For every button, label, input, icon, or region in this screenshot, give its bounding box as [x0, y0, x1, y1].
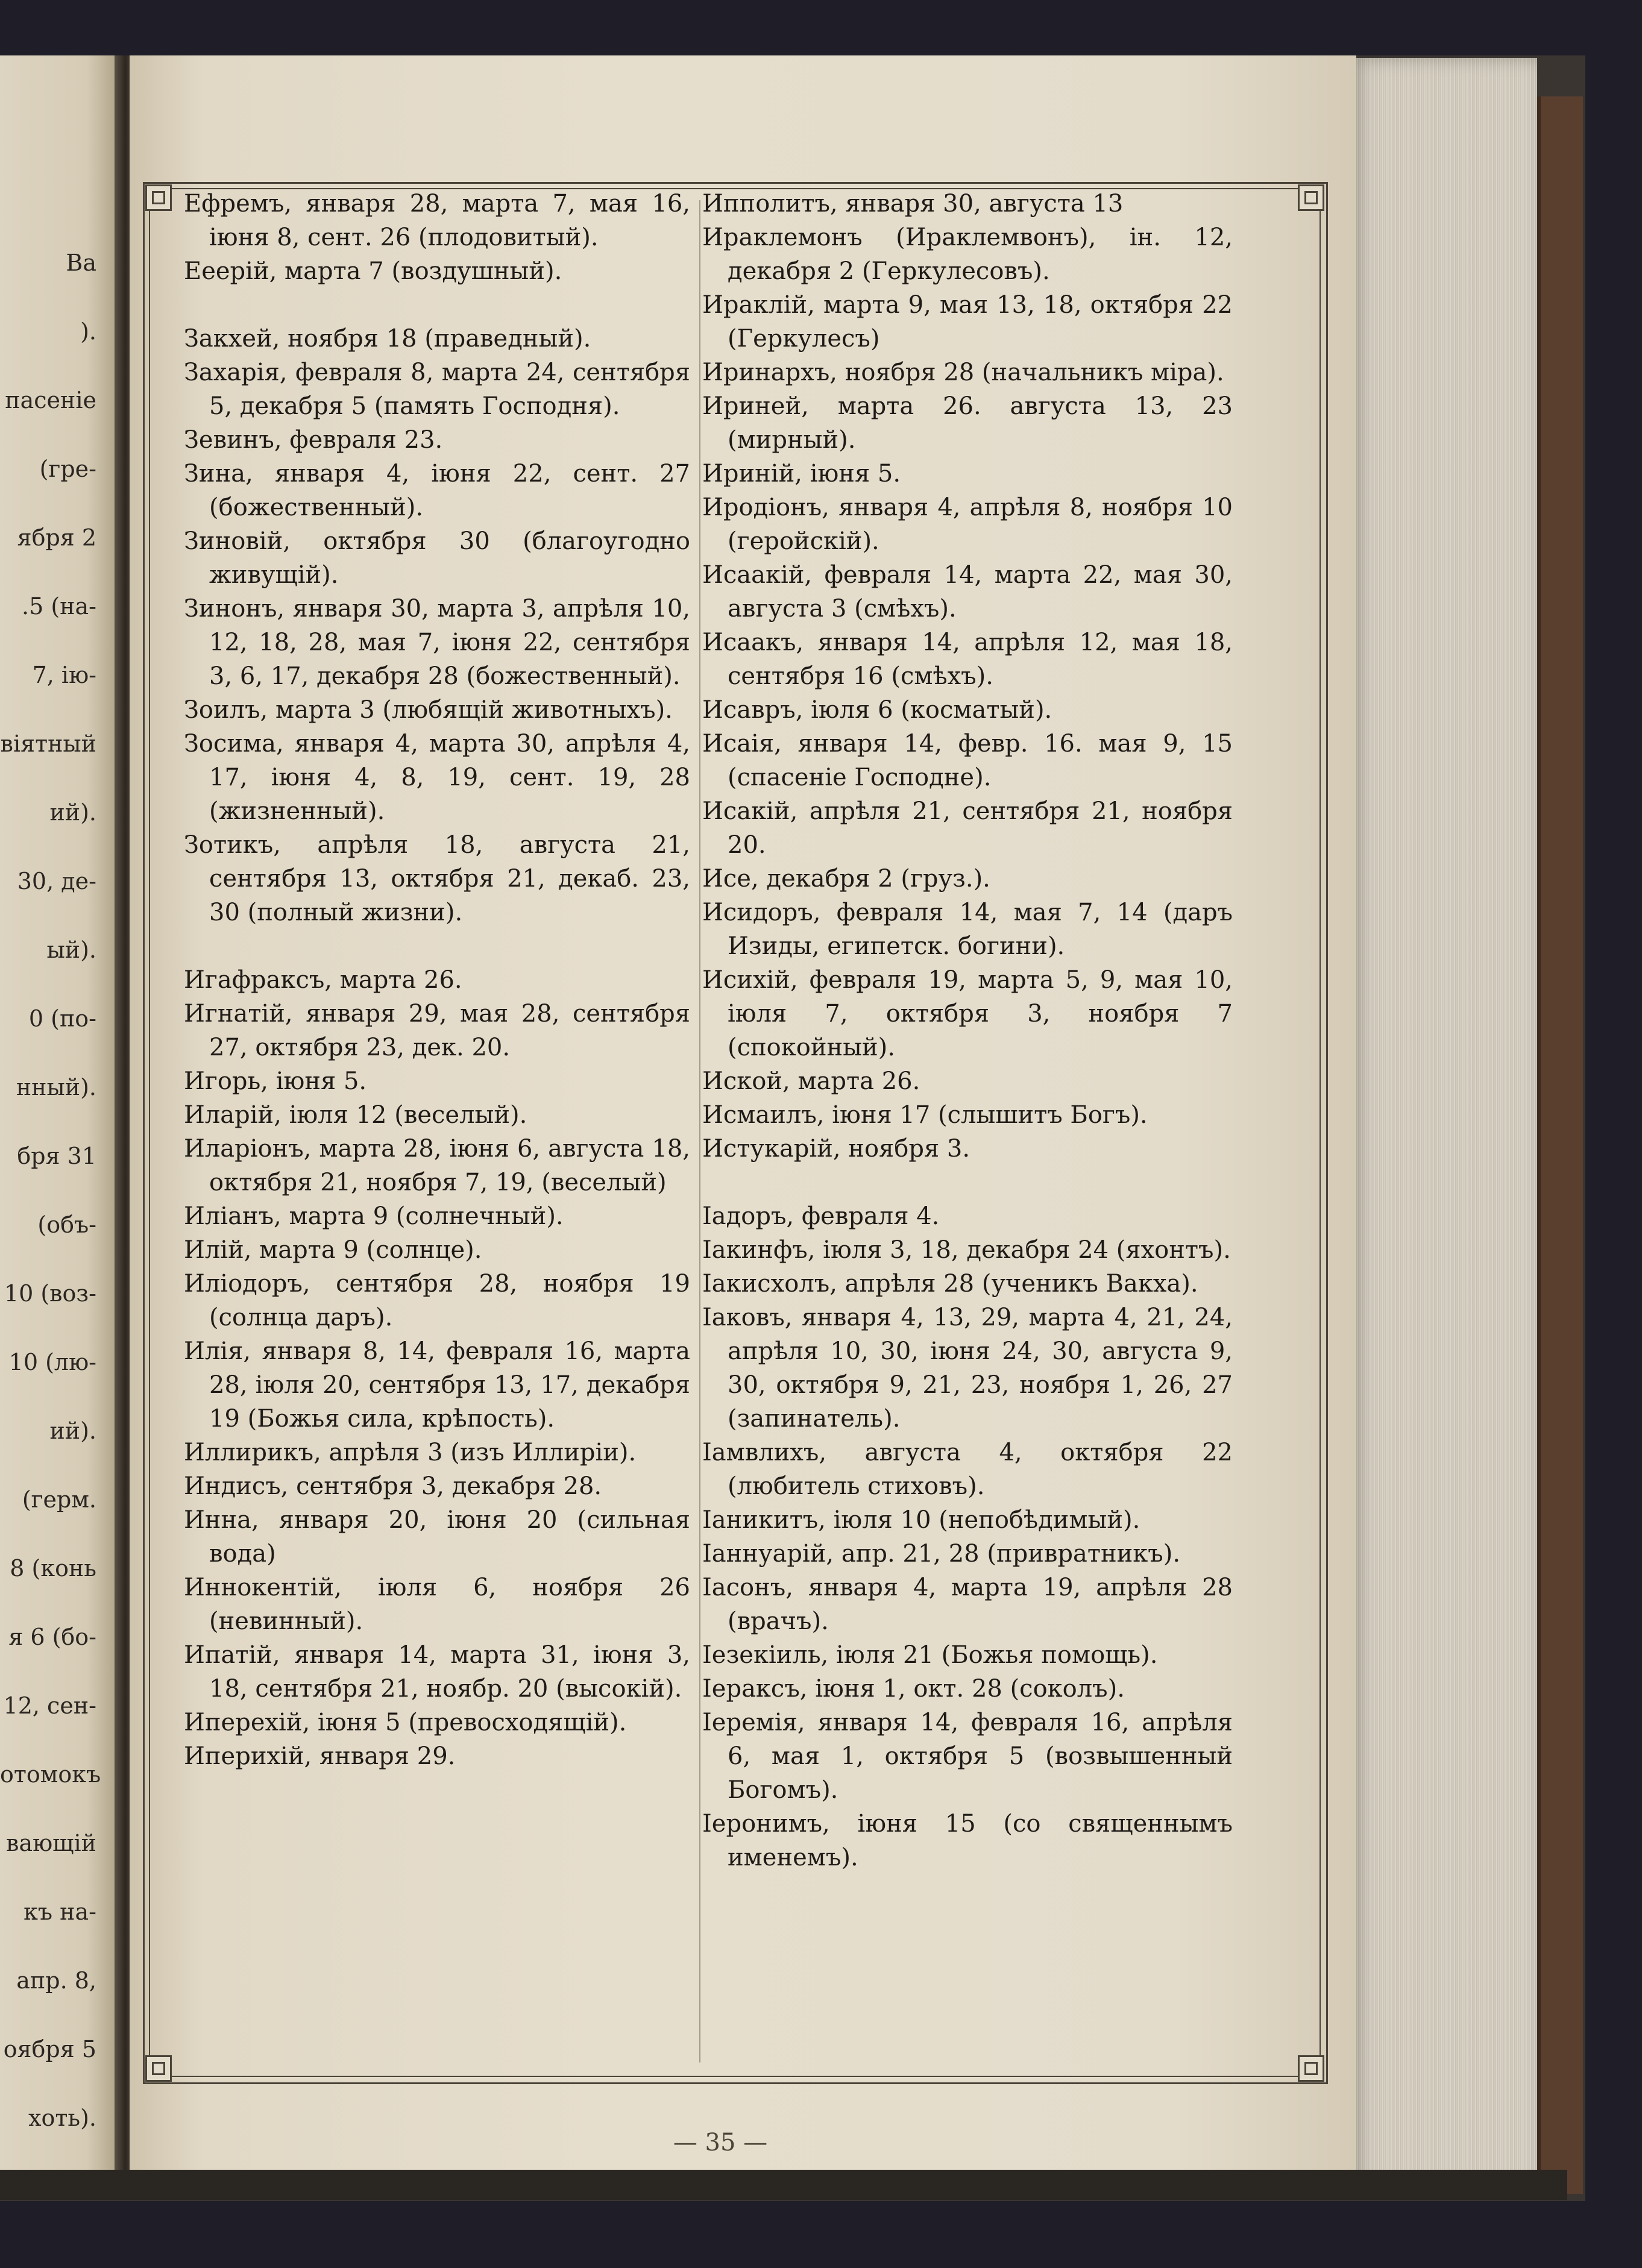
name-entry: Іамвлихъ, августа 4, октября 22 (любитель стиховъ). — [702, 1439, 1233, 1500]
name-entry: Іеронимъ, іюня 15 (со священнымъ именемъ). — [702, 1810, 1233, 1871]
left-page-fragment: нный). — [16, 1074, 96, 1101]
name-entry: Иліанъ, марта 9 (солнечный). — [184, 1202, 564, 1230]
name-entry: Игнатій, января 29, мая 28, сентября 27, октября 23, дек. 20. — [184, 1000, 690, 1061]
left-page-fragment: пасеніе — [5, 387, 96, 413]
left-page-fragment: ый). — [46, 937, 96, 963]
left-page-fragment: ий). — [49, 799, 96, 826]
name-entry: Зиновій, октября 30 (благоугодно живущій). — [184, 527, 690, 589]
name-entry: Иларій, іюля 12 (веселый). — [184, 1101, 527, 1129]
left-page-fragment: ий). — [49, 1418, 96, 1444]
name-entry: Зевинъ, февраля 23. — [184, 426, 443, 454]
name-entry: Ипполитъ, января 30, августа 13 — [702, 190, 1124, 218]
name-entry: Іаннуарій, апр. 21, 28 (привратникъ). — [702, 1540, 1181, 1568]
left-page-fragment: 10 (воз- — [4, 1280, 96, 1307]
left-page-fragment: 0 (по- — [28, 1005, 96, 1032]
name-entry: Иринархъ, ноября 28 (начальникъ міра). — [702, 359, 1224, 386]
name-entry: Илій, марта 9 (солнце). — [184, 1236, 482, 1264]
name-entry: Зосима, января 4, марта 30, апрѣля 4, 17, іюня 4, 8, 19, сент. 19, 28 (жизненный). — [184, 730, 690, 825]
left-page-fragment: ). — [80, 318, 96, 345]
name-entry: Зоилъ, марта 3 (любящій животныхъ). — [184, 696, 673, 724]
name-entry: Ипатій, января 14, марта 31, іюня 3, 18, сентября 21, ноябр. 20 (высокій). — [184, 1641, 690, 1703]
right-page — [130, 55, 1356, 2198]
name-entry: Иской, марта 26. — [702, 1067, 920, 1095]
name-entry: Ириней, марта 26. августа 13, 23 (мирный). — [702, 392, 1233, 454]
left-page-fragment: 7, ію- — [32, 662, 96, 688]
left-page-fragment: оября 5 — [3, 2036, 96, 2062]
frame-corner-ornament-top-left — [145, 184, 172, 211]
name-entry: Іеремія, января 14, февраля 16, апрѣля 6, мая 1, октября 5 (возвышенный Богомъ). — [702, 1709, 1233, 1804]
name-entry: Инна, января 20, іюня 20 (сильная вода) — [184, 1506, 690, 1568]
name-entry: Іезекіиль, іюля 21 (Божья помощь). — [702, 1641, 1158, 1669]
name-entry: Ееерій, марта 7 (воздушный). — [184, 257, 562, 285]
name-entry: Иродіонъ, января 4, апрѣля 8, ноября 10 (геройскій). — [702, 494, 1233, 555]
left-page-fragment: бря 31 — [17, 1143, 96, 1169]
left-page-fragment: отомокъ — [0, 1761, 101, 1788]
left-page-fragment: вающій — [6, 1830, 96, 1856]
name-entry: Иларіонъ, марта 28, іюня 6, августа 18, октября 21, ноября 7, 19, (веселый) — [184, 1135, 690, 1196]
left-page-fragment: (гре- — [39, 456, 96, 482]
page-edges — [1350, 58, 1537, 2191]
name-entry: Іаковъ, января 4, 13, 29, марта 4, 21, 24, апрѣля 10, 30, іюня 24, 30, августа 9, 30, октября 9, 21, 23, ноября 1, 26, 27 (запинатель). — [702, 1304, 1233, 1433]
name-entry: Исаакій, февраля 14, марта 22, мая 30, августа 3 (смѣхъ). — [702, 561, 1233, 623]
left-page-fragment: 8 (конь — [10, 1555, 96, 1582]
name-entry: Исаакъ, января 14, апрѣля 12, мая 18, сентября 16 (смѣхъ). — [702, 629, 1233, 690]
name-entry: Исмаилъ, іюня 17 (слышитъ Богъ). — [702, 1101, 1148, 1129]
name-entry: Ираклемонъ (Ираклемвонъ), ін. 12, декабря 2 (Геркулесовъ). — [702, 224, 1233, 285]
left-page-fragment: .5 (на- — [22, 593, 96, 620]
name-entry: Индисъ, сентября 3, декабря 28. — [184, 1472, 602, 1500]
left-page-fragment: 10 (лю- — [8, 1349, 96, 1375]
left-page-fragment: апр. 8, — [16, 1967, 96, 1994]
page-number: — 35 — — [673, 2129, 768, 2156]
column-divider — [699, 200, 700, 2062]
name-entry: Иперихій, января 29. — [184, 1742, 456, 1770]
name-entry: Іакинфъ, іюля 3, 18, декабря 24 (яхонтъ). — [702, 1236, 1231, 1264]
frame-corner-ornament-bottom-right — [1298, 2055, 1324, 2082]
left-page-fragment: 12, сен- — [3, 1692, 96, 1719]
name-entry: Закхей, ноября 18 (праведный). — [184, 325, 591, 353]
left-page-fragment: (герм. — [22, 1486, 96, 1513]
left-page-fragment: я 6 (бо- — [8, 1624, 96, 1650]
name-entry: Іасонъ, января 4, марта 19, апрѣля 28 (врачъ). — [702, 1574, 1233, 1635]
left-page-fragment: ября 2 — [17, 524, 96, 551]
left-page — [0, 55, 124, 2177]
left-page-fragment: віятный — [0, 730, 96, 757]
name-entry: Іакисхолъ, апрѣля 28 (ученикъ Вакха). — [702, 1270, 1198, 1298]
name-entry: Игафраксъ, марта 26. — [184, 966, 462, 994]
left-page-fragment: хоть). — [28, 2105, 96, 2131]
name-entry: Исе, декабря 2 (груз.). — [702, 865, 990, 893]
name-entry: Захарія, февраля 8, марта 24, сентября 5, декабря 5 (память Господня). — [184, 359, 690, 420]
name-entry: Иліодоръ, сентября 28, ноября 19 (солнца даръ). — [184, 1270, 690, 1331]
name-entry: Исакій, апрѣля 21, сентября 21, ноября 20. — [702, 797, 1233, 859]
name-entry: Ефремъ, января 28, марта 7, мая 16, іюня 8, сент. 26 (плодовитый). — [184, 190, 690, 251]
name-entry: Ириній, іюня 5. — [702, 460, 901, 488]
name-entry: Иннокентій, іюля 6, ноября 26 (невинный). — [184, 1574, 690, 1635]
name-entry: Ираклій, марта 9, мая 13, 18, октября 22 (Геркулесъ) — [702, 291, 1233, 353]
name-entry: Зина, января 4, іюня 22, сент. 27 (божественный). — [184, 460, 690, 521]
left-page-fragment: Ва — [66, 250, 96, 276]
name-entry: Иперехій, іюня 5 (превосходящій). — [184, 1709, 627, 1736]
name-entry: Іаникитъ, іюля 10 (непобѣдимый). — [702, 1506, 1140, 1534]
frame-corner-ornament-top-right — [1298, 184, 1324, 211]
right-column — [702, 187, 1233, 1874]
name-entry: Зинонъ, января 30, марта 3, апрѣля 10, 12, 18, 28, мая 7, іюня 22, сентября 3, 6, 17, декабря 28 (божественный). — [184, 595, 690, 690]
left-page-fragment: 30, де- — [17, 868, 96, 894]
name-entry: Игорь, іюня 5. — [184, 1067, 367, 1095]
book-bottom-edge — [0, 2170, 1567, 2200]
name-entry: Зотикъ, апрѣля 18, августа 21, сентября 13, октября 21, декаб. 23, 30 (полный жизни). — [184, 831, 690, 926]
name-entry: Иллирикъ, апрѣля 3 (изъ Иллиріи). — [184, 1439, 637, 1466]
name-entry: Іадоръ, февраля 4. — [702, 1202, 940, 1230]
name-entry: Исихій, февраля 19, марта 5, 9, мая 10, іюля 7, октября 3, ноября 7 (спокойный). — [702, 966, 1233, 1061]
name-entry: Исаія, января 14, февр. 16. мая 9, 15 (спасеніе Господне). — [702, 730, 1233, 791]
left-column — [184, 187, 690, 1773]
name-entry: Илія, января 8, 14, февраля 16, марта 28, іюля 20, сентября 13, 17, декабря 19 (Божья сила, крѣпость). — [184, 1337, 690, 1433]
book-cover-spine — [1537, 96, 1583, 2194]
left-page-fragment: къ на- — [24, 1899, 96, 1925]
frame-corner-ornament-bottom-left — [145, 2055, 172, 2082]
left-page-fragment: (объ- — [37, 1211, 96, 1238]
name-entry: Іераксъ, іюня 1, окт. 28 (соколъ). — [702, 1675, 1125, 1703]
name-entry: Исидоръ, февраля 14, мая 7, 14 (даръ Изиды, египетск. богини). — [702, 899, 1233, 960]
name-entry: Исавръ, іюля 6 (косматый). — [702, 696, 1052, 724]
name-entry: Истукарій, ноября 3. — [702, 1135, 970, 1163]
